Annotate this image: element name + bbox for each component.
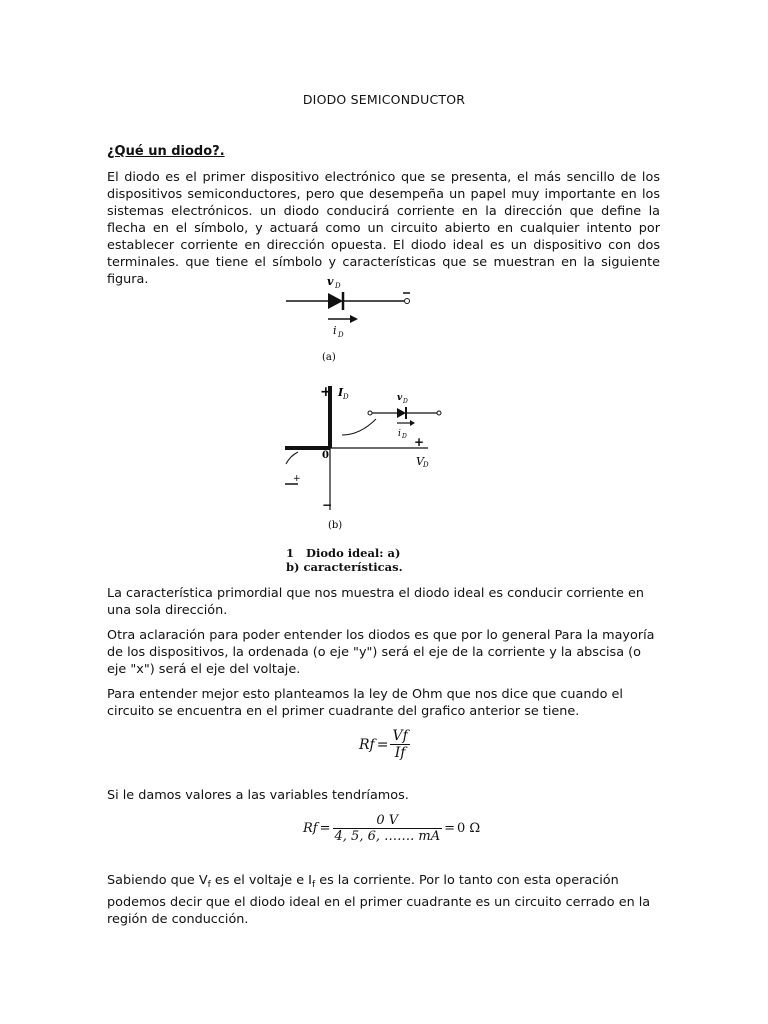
conclusion-sub-2: f — [311, 880, 316, 890]
eq2-equals-2: = — [444, 821, 456, 836]
voltage-label: v — [327, 275, 334, 288]
eq2-denominator: 4, 5, 6, ……. mA — [334, 829, 441, 844]
document-title: DIODO SEMICONDUCTOR — [302, 92, 466, 107]
diode-triangle — [328, 293, 343, 309]
current-arrow-head — [350, 315, 358, 323]
eq1-lhs: Rf — [359, 736, 375, 753]
small-terminal-left — [368, 411, 372, 415]
paragraph-conclusion — [107, 872, 660, 928]
equation-rf-values — [302, 813, 481, 844]
conclusion-part-2: es el voltaje e I — [210, 873, 312, 888]
eq1-fraction — [389, 728, 410, 761]
current-label: i — [333, 324, 337, 337]
y-axis-label: I — [338, 386, 344, 399]
x-axis-label: V — [416, 455, 424, 468]
curve-segment-left — [286, 452, 298, 464]
small-arrow-head — [410, 420, 415, 426]
figure-b-label: (b) — [328, 520, 343, 531]
y-axis-sub: D — [343, 393, 349, 401]
caption-line-1: 1 Diodo ideal: a) — [286, 546, 401, 560]
equation-rf — [358, 728, 411, 761]
plus-left: + — [293, 474, 301, 484]
eq2-numerator: 0 V — [333, 813, 443, 829]
diode-symbol-figure — [280, 272, 480, 367]
small-voltage-sub: D — [403, 398, 408, 405]
eq2-rhs: 0 Ω — [457, 821, 481, 836]
eq2-lhs: Rf — [303, 821, 318, 836]
paragraph-intro: El diodo es el primer dispositivo electrónico que se presenta, el más sencillo de los dispositivos semiconductores, pero que desempeña un papel muy importante en los sistemas electrónicos. un diodo conducirá corriente en la dirección que define la flecha en el símbolo, y actuará como un circuito abierto en cualquier intento por establecer corriente en dirección opuesta. El diodo ideal es un dispositivo con dos terminales. que tiene el símbolo y características que se muestran en la siguiente figura. — [107, 170, 660, 287]
small-current-sub: D — [402, 433, 407, 440]
current-sub: D — [338, 331, 344, 339]
origin-label: 0 — [322, 450, 329, 461]
minus-y-axis: − — [322, 498, 333, 512]
terminal-right — [405, 299, 410, 304]
curve-segment — [342, 419, 376, 435]
small-voltage-label: v — [397, 393, 403, 403]
paragraph-primary-characteristic: La característica primordial que nos muestra el diodo ideal es conducir corriente en una sola dirección. — [107, 586, 644, 618]
plus-y-axis: + — [320, 384, 332, 400]
small-diode-triangle — [397, 408, 406, 418]
figure-caption — [286, 546, 403, 574]
eq1-denominator: If — [394, 745, 406, 761]
eq2-fraction — [332, 813, 444, 844]
paragraph-ohm-law: Para entender mejor esto planteamos la ley de Ohm que nos dice que cuando el circuito se encuentra en el primer cuadrante del grafico anterior se tiene. — [107, 687, 623, 719]
voltage-sub: D — [335, 282, 341, 290]
small-terminal-right — [437, 411, 441, 415]
x-axis-sub: D — [423, 461, 429, 469]
paragraph-values: Si le damos valores a las variables tendríamos. — [107, 788, 409, 803]
conclusion-part-1: Sabiendo que V — [107, 873, 208, 888]
paragraph-axes: Otra aclaración para poder entender los diodos es que por lo general Para la mayoría de los dispositivos, la ordenada (o eje "y") será el eje de la corriente y la abscisa (o eje "x") será el eje del voltaje. — [107, 628, 655, 677]
eq1-equals: = — [376, 736, 389, 753]
eq2-equals: = — [319, 821, 331, 836]
small-current-label: i — [398, 429, 401, 439]
conclusion-part-3: es la corriente. Por lo tanto con esta operación podemos decir que el diodo ideal en el primer cuadrante es un circuito cerrado en la región de conducción. — [107, 873, 651, 927]
plus-x-axis: + — [414, 435, 425, 449]
conclusion-sub-1: f — [207, 880, 211, 890]
eq1-numerator: Vf — [392, 728, 408, 744]
diode-characteristic-figure — [280, 378, 460, 538]
section-heading: ¿Qué un diodo?. — [107, 144, 225, 159]
figure-a-label: (a) — [322, 352, 336, 363]
caption-line-2: b) características. — [286, 560, 403, 574]
